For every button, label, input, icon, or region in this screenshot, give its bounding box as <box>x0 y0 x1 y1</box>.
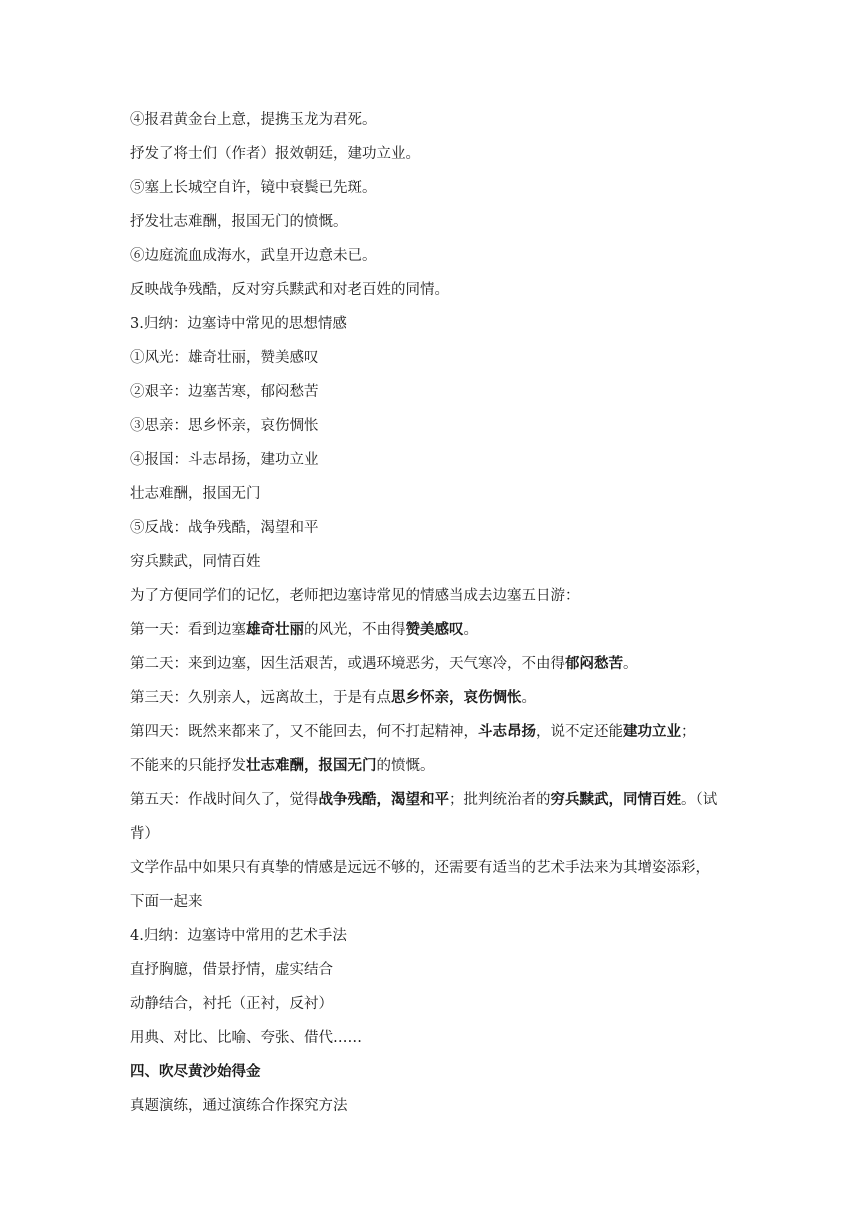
emphasis-text: 斗志昂扬 <box>478 724 536 740</box>
list-item: ⑤反战：战争残酷，渴望和平 <box>130 520 319 536</box>
day-text: 。 <box>623 656 638 672</box>
day-text: ；批判统治者的 <box>449 792 551 808</box>
day-text: 第二天：来到边塞，因生活艰苦，或遇环境恶劣，天气寒冷，不由得 <box>130 656 565 672</box>
chapter-heading: 四、吹尽黄沙始得金 <box>130 1064 261 1080</box>
poem-line: ④报君黄金台上意，提携玉龙为君死。 <box>130 112 377 128</box>
analysis-line: 反映战争残酷，反对穷兵黩武和对老百姓的同情。 <box>130 282 449 298</box>
analysis-line: 抒发壮志难酬，报国无门的愤慨。 <box>130 214 348 230</box>
day-three-line <box>130 681 730 715</box>
poem-line: ⑤塞上长城空自许，镜中衰鬓已先斑。 <box>130 180 377 196</box>
emphasis-text: 壮志难酬，报国无门 <box>246 758 377 774</box>
emphasis-text: 穷兵黩武，同情百姓 <box>550 792 681 808</box>
analysis-line: 抒发了将士们（作者）报效朝廷，建功立业。 <box>130 146 420 162</box>
day-text: 不能来的只能抒发 <box>130 758 246 774</box>
emphasis-text: 思乡怀亲，哀伤惆怅 <box>391 690 522 706</box>
list-item-continuation: 穷兵黩武，同情百姓 <box>130 554 261 570</box>
day-text: 的愤慨。 <box>376 758 435 774</box>
emphasis-text: 建功立业 <box>623 724 681 740</box>
poem-line: ⑥边庭流血成海水，武皇开边意未已。 <box>130 248 377 264</box>
list-item-continuation: 壮志难酬，报国无门 <box>130 486 261 502</box>
paragraph-line: 下面一起来 <box>130 894 203 910</box>
emphasis-text: 赞美感叹 <box>405 622 464 638</box>
list-item: 动静结合，衬托（正衬，反衬） <box>130 996 333 1012</box>
list-item: 用典、对比、比喻、夸张、借代…… <box>130 1030 362 1046</box>
day-text: ，说不定还能 <box>536 724 623 740</box>
day-text: 的风光，不由得 <box>304 622 406 638</box>
emphasis-text: 郁闷愁苦 <box>565 656 623 672</box>
list-item: ③思亲：思乡怀亲，哀伤惆怅 <box>130 418 319 434</box>
list-item: ①风光：雄奇壮丽，赞美感叹 <box>130 350 319 366</box>
list-item: 直抒胸臆，借景抒情，虚实结合 <box>130 962 333 978</box>
list-item: ②艰辛：边塞苦寒，郁闷愁苦 <box>130 384 319 400</box>
day-text: 第五天：作战时间久了，觉得 <box>130 792 319 808</box>
emphasis-text: 战争残酷，渴望和平 <box>318 792 449 808</box>
day-text: 。（试 <box>681 792 718 808</box>
day-five-continuation-line: 背） <box>130 826 159 842</box>
section-heading: 3.归纳：边塞诗中常见的思想情感 <box>130 316 347 332</box>
paragraph-line: 真题演练，通过演练合作探究方法 <box>130 1098 348 1114</box>
document-body <box>130 103 730 1123</box>
day-one-line <box>130 613 730 647</box>
day-text: 。 <box>521 690 536 706</box>
day-four-line <box>130 715 730 749</box>
list-item: ④报国：斗志昂扬，建功立业 <box>130 452 319 468</box>
day-text: 第一天：看到边塞 <box>130 622 246 638</box>
section-heading: 4.归纳：边塞诗中常用的艺术手法 <box>130 928 347 944</box>
day-text: 。 <box>463 622 478 638</box>
emphasis-text: 雄奇壮丽 <box>246 622 304 638</box>
day-five-line <box>130 783 730 817</box>
day-four-continuation-line <box>130 749 730 783</box>
day-text: ； <box>681 724 696 740</box>
paragraph-line: 文学作品中如果只有真挚的情感是远远不够的，还需要有适当的艺术手法来为其增姿添彩， <box>130 860 710 876</box>
day-text: 第三天：久别亲人，远离故土，于是有点 <box>130 690 391 706</box>
paragraph-line: 为了方便同学们的记忆，老师把边塞诗常见的情感当成去边塞五日游： <box>130 588 580 604</box>
day-text: 第四天：既然来都来了，又不能回去，何不打起精神， <box>130 724 478 740</box>
day-two-line <box>130 647 730 681</box>
